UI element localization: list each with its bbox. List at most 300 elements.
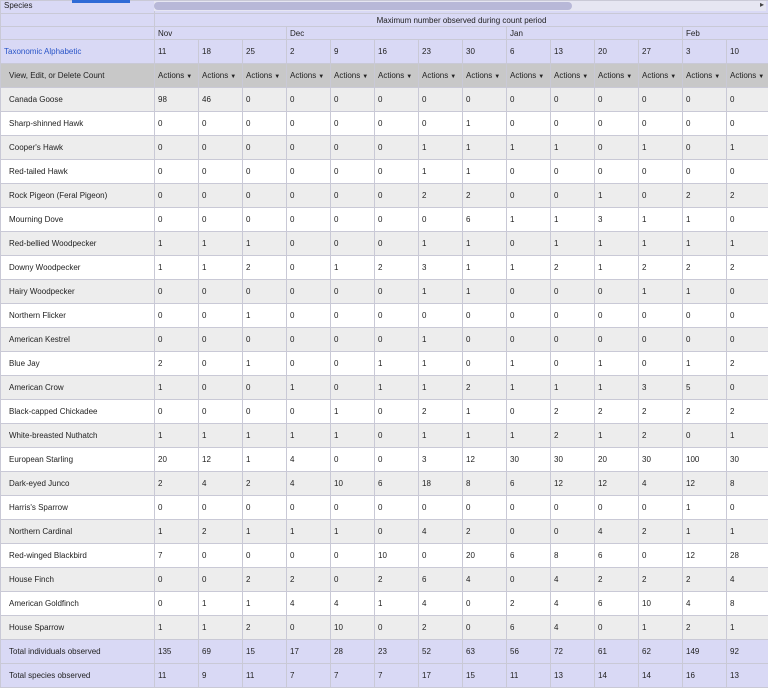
species-name: Black-capped Chickadee [1, 400, 155, 424]
count-cell: 0 [243, 280, 287, 304]
count-cell: 1 [155, 616, 199, 640]
count-cell: 2 [155, 352, 199, 376]
count-cell: 0 [199, 496, 243, 520]
actions-column-label: View, Edit, or Delete Count [1, 64, 155, 88]
count-cell: 1 [331, 256, 375, 280]
date-column-header: 9 [331, 40, 375, 64]
count-cell: 1 [683, 352, 727, 376]
count-cell: 1 [199, 232, 243, 256]
count-cell: 2 [419, 616, 463, 640]
count-cell: 10 [331, 616, 375, 640]
count-cell: 0 [727, 376, 768, 400]
caret-down-icon: ▼ [626, 74, 633, 80]
species-name: House Finch [1, 568, 155, 592]
count-cell: 0 [287, 184, 331, 208]
count-cell: 4 [551, 592, 595, 616]
count-cell: 2 [243, 256, 287, 280]
count-cell: 0 [727, 280, 768, 304]
table-row [1, 88, 768, 112]
actions-label: Actions [598, 71, 625, 80]
count-cell: 1 [375, 376, 419, 400]
caret-down-icon: ▼ [538, 74, 545, 80]
count-cell: 10 [331, 472, 375, 496]
count-cell: 0 [155, 304, 199, 328]
count-cell: 0 [507, 520, 551, 544]
count-cell: 0 [551, 520, 595, 544]
actions-label: Actions [422, 71, 449, 80]
count-cell: 0 [375, 88, 419, 112]
count-cell: 0 [463, 616, 507, 640]
caret-down-icon: ▼ [758, 74, 765, 80]
total-cell: 52 [419, 640, 463, 664]
count-cell: 2 [287, 568, 331, 592]
count-cell: 4 [419, 520, 463, 544]
count-cell: 1 [683, 280, 727, 304]
count-cell: 6 [375, 472, 419, 496]
species-name: Canada Goose [1, 88, 155, 112]
total-cell: 92 [727, 640, 768, 664]
count-period-title: Maximum number observed during count period [155, 14, 768, 27]
count-cell: 1 [463, 160, 507, 184]
count-cell: 1 [287, 376, 331, 400]
date-column-header: 6 [507, 40, 551, 64]
count-cell: 0 [331, 568, 375, 592]
table-row [1, 304, 768, 328]
count-cell: 1 [419, 328, 463, 352]
count-cell: 0 [683, 424, 727, 448]
count-cell: 0 [287, 136, 331, 160]
count-cell: 12 [595, 472, 639, 496]
count-cell: 0 [331, 184, 375, 208]
count-cell: 0 [287, 112, 331, 136]
count-cell: 8 [727, 592, 768, 616]
actions-dropdown[interactable] [419, 64, 463, 88]
count-cell: 0 [375, 520, 419, 544]
count-cell: 2 [727, 184, 768, 208]
count-cell: 1 [463, 112, 507, 136]
count-cell: 2 [683, 256, 727, 280]
count-cell: 0 [375, 304, 419, 328]
date-column-header: 25 [243, 40, 287, 64]
count-cell: 1 [419, 136, 463, 160]
count-cell: 0 [727, 496, 768, 520]
count-cell: 20 [595, 448, 639, 472]
count-cell: 1 [243, 232, 287, 256]
count-cell: 0 [287, 496, 331, 520]
total-cell: 17 [287, 640, 331, 664]
count-cell: 0 [331, 544, 375, 568]
count-cell: 0 [199, 568, 243, 592]
count-cell: 2 [551, 424, 595, 448]
total-cell: 16 [683, 664, 727, 688]
count-cell: 2 [463, 520, 507, 544]
total-cell: 62 [639, 640, 683, 664]
table-row [1, 568, 768, 592]
count-cell: 0 [199, 160, 243, 184]
count-cell: 1 [243, 592, 287, 616]
count-cell: 0 [331, 136, 375, 160]
count-cell: 2 [375, 568, 419, 592]
count-cell: 1 [419, 376, 463, 400]
total-cell: 17 [419, 664, 463, 688]
actions-label: Actions [554, 71, 581, 80]
count-cell: 1 [331, 424, 375, 448]
count-cell: 0 [287, 208, 331, 232]
caret-down-icon: ▼ [230, 74, 237, 80]
count-cell: 1 [683, 520, 727, 544]
count-cell: 1 [507, 208, 551, 232]
count-cell: 1 [155, 424, 199, 448]
count-cell: 1 [331, 400, 375, 424]
actions-dropdown[interactable] [595, 64, 639, 88]
table-row [1, 616, 768, 640]
count-cell: 0 [463, 592, 507, 616]
count-cell: 0 [199, 304, 243, 328]
count-cell: 0 [683, 304, 727, 328]
count-cell: 1 [639, 136, 683, 160]
count-cell: 4 [199, 472, 243, 496]
species-name: Red-tailed Hawk [1, 160, 155, 184]
count-cell: 3 [639, 376, 683, 400]
actions-label: Actions [642, 71, 669, 80]
count-cell: 20 [463, 544, 507, 568]
count-cell: 0 [507, 400, 551, 424]
count-cell: 2 [727, 352, 768, 376]
species-name: Cooper's Hawk [1, 136, 155, 160]
total-cell: 11 [507, 664, 551, 688]
table-row [1, 496, 768, 520]
count-cell: 0 [375, 424, 419, 448]
count-cell: 0 [243, 112, 287, 136]
count-cell: 4 [551, 568, 595, 592]
actions-label: Actions [686, 71, 713, 80]
count-cell: 100 [683, 448, 727, 472]
count-cell: 0 [727, 328, 768, 352]
count-cell: 0 [419, 208, 463, 232]
count-cell: 0 [243, 136, 287, 160]
count-cell: 1 [243, 520, 287, 544]
scroll-right-arrow-icon[interactable]: ▸ [759, 0, 764, 9]
count-cell: 1 [199, 424, 243, 448]
count-cell: 46 [199, 88, 243, 112]
total-cell: 23 [375, 640, 419, 664]
count-cell: 0 [287, 88, 331, 112]
count-cell: 0 [595, 136, 639, 160]
actions-label: Actions [202, 71, 229, 80]
actions-dropdown[interactable] [375, 64, 419, 88]
taxonomic-sort-link[interactable]: Taxonomic Alphabetic [1, 40, 155, 64]
count-cell: 0 [639, 304, 683, 328]
actions-label: Actions [378, 71, 405, 80]
count-cell: 3 [419, 448, 463, 472]
count-cell: 0 [243, 160, 287, 184]
count-cell: 0 [683, 160, 727, 184]
count-cell: 1 [507, 136, 551, 160]
count-cell: 2 [375, 256, 419, 280]
actions-dropdown[interactable] [199, 64, 243, 88]
count-cell: 0 [463, 88, 507, 112]
count-cell: 8 [727, 472, 768, 496]
actions-dropdown[interactable] [331, 64, 375, 88]
count-cell: 0 [375, 400, 419, 424]
count-cell: 0 [199, 184, 243, 208]
count-cell: 1 [287, 424, 331, 448]
table-row [1, 208, 768, 232]
count-cell: 1 [551, 208, 595, 232]
count-cell: 0 [639, 328, 683, 352]
count-cell: 0 [287, 256, 331, 280]
count-cell: 0 [155, 184, 199, 208]
horizontal-scrollbar[interactable] [154, 1, 766, 11]
count-cell: 4 [287, 472, 331, 496]
count-cell: 0 [375, 208, 419, 232]
species-name: White-breasted Nuthatch [1, 424, 155, 448]
total-cell: 7 [287, 664, 331, 688]
actions-dropdown[interactable] [683, 64, 727, 88]
count-cell: 2 [463, 376, 507, 400]
table-row [1, 136, 768, 160]
table-row [1, 400, 768, 424]
table-row [1, 592, 768, 616]
count-cell: 0 [551, 184, 595, 208]
species-header: Species [1, 1, 155, 14]
count-cell: 0 [331, 352, 375, 376]
count-cell: 3 [595, 208, 639, 232]
count-cell: 6 [595, 544, 639, 568]
species-name: American Kestrel [1, 328, 155, 352]
count-cell: 0 [683, 136, 727, 160]
count-cell: 1 [639, 616, 683, 640]
count-cell: 0 [331, 280, 375, 304]
species-name: American Goldfinch [1, 592, 155, 616]
species-name: Northern Flicker [1, 304, 155, 328]
count-cell: 0 [507, 184, 551, 208]
count-cell: 1 [243, 352, 287, 376]
count-cell: 0 [551, 112, 595, 136]
count-cell: 0 [331, 496, 375, 520]
count-cell: 8 [551, 544, 595, 568]
count-cell: 1 [155, 520, 199, 544]
count-cell: 2 [551, 256, 595, 280]
count-cell: 1 [155, 376, 199, 400]
date-column-header: 10 [727, 40, 768, 64]
count-cell: 2 [727, 400, 768, 424]
count-cell: 0 [375, 496, 419, 520]
date-column-header: 2 [287, 40, 331, 64]
count-cell: 0 [683, 112, 727, 136]
count-cell: 1 [155, 256, 199, 280]
count-cell: 12 [551, 472, 595, 496]
count-cell: 0 [331, 232, 375, 256]
actions-dropdown[interactable] [155, 64, 199, 88]
count-cell: 4 [595, 520, 639, 544]
table-row [1, 328, 768, 352]
total-cell: 14 [595, 664, 639, 688]
count-cell: 0 [595, 160, 639, 184]
count-cell: 0 [463, 304, 507, 328]
actions-dropdown[interactable] [287, 64, 331, 88]
count-cell: 0 [595, 328, 639, 352]
count-cell: 0 [331, 160, 375, 184]
count-cell: 0 [199, 376, 243, 400]
table-row [1, 424, 768, 448]
count-cell: 0 [375, 136, 419, 160]
count-cell: 1 [507, 424, 551, 448]
caret-down-icon: ▼ [450, 74, 457, 80]
species-name: American Crow [1, 376, 155, 400]
count-cell: 0 [199, 280, 243, 304]
actions-label: Actions [510, 71, 537, 80]
count-cell: 1 [551, 232, 595, 256]
table-row [1, 376, 768, 400]
species-name: Harris's Sparrow [1, 496, 155, 520]
count-cell: 0 [199, 544, 243, 568]
count-cell: 0 [243, 88, 287, 112]
count-cell: 4 [287, 448, 331, 472]
count-cell: 0 [331, 112, 375, 136]
count-cell: 6 [595, 592, 639, 616]
count-cell: 2 [639, 424, 683, 448]
count-cell: 0 [551, 496, 595, 520]
count-cell: 0 [331, 304, 375, 328]
species-name: Dark-eyed Junco [1, 472, 155, 496]
count-cell: 0 [595, 496, 639, 520]
count-cell: 2 [727, 256, 768, 280]
count-cell: 1 [551, 376, 595, 400]
count-cell: 0 [551, 352, 595, 376]
count-cell: 0 [507, 328, 551, 352]
count-cell: 6 [507, 616, 551, 640]
count-cell: 1 [375, 592, 419, 616]
total-cell: 135 [155, 640, 199, 664]
count-cell: 2 [507, 592, 551, 616]
count-cell: 1 [199, 592, 243, 616]
count-cell: 2 [639, 568, 683, 592]
count-cell: 0 [243, 184, 287, 208]
count-cell: 1 [199, 256, 243, 280]
count-cell: 6 [463, 208, 507, 232]
count-cell: 1 [639, 208, 683, 232]
count-cell: 2 [683, 184, 727, 208]
count-cell: 0 [199, 328, 243, 352]
table-row [1, 160, 768, 184]
species-name: Northern Cardinal [1, 520, 155, 544]
table-row [1, 520, 768, 544]
count-cell: 4 [683, 592, 727, 616]
count-cell: 0 [551, 280, 595, 304]
count-cell: 0 [639, 88, 683, 112]
table-row [1, 472, 768, 496]
count-cell: 0 [331, 88, 375, 112]
date-column-header: 11 [155, 40, 199, 64]
count-cell: 6 [507, 472, 551, 496]
count-cell: 4 [331, 592, 375, 616]
actions-dropdown[interactable] [551, 64, 595, 88]
totals-label: Total species observed [1, 664, 155, 688]
actions-dropdown[interactable] [507, 64, 551, 88]
date-column-header: 30 [463, 40, 507, 64]
count-cell: 8 [463, 472, 507, 496]
species-name: House Sparrow [1, 616, 155, 640]
count-cell: 0 [199, 208, 243, 232]
actions-dropdown[interactable] [463, 64, 507, 88]
month-label: Jan [507, 27, 683, 40]
table-row [1, 544, 768, 568]
totals-row [1, 640, 768, 664]
count-cell: 0 [595, 88, 639, 112]
count-cell: 0 [331, 376, 375, 400]
count-cell: 1 [243, 304, 287, 328]
count-cell: 0 [595, 112, 639, 136]
count-cell: 0 [727, 112, 768, 136]
count-cell: 2 [243, 472, 287, 496]
count-cell: 1 [463, 256, 507, 280]
count-cell: 1 [683, 496, 727, 520]
count-cell: 0 [507, 280, 551, 304]
count-cell: 0 [551, 328, 595, 352]
count-cell: 1 [507, 352, 551, 376]
count-cell: 0 [287, 232, 331, 256]
count-cell: 1 [375, 352, 419, 376]
total-cell: 13 [727, 664, 768, 688]
count-cell: 0 [155, 568, 199, 592]
count-cell: 4 [551, 616, 595, 640]
count-cell: 0 [375, 112, 419, 136]
count-cell: 2 [155, 472, 199, 496]
count-cell: 1 [595, 184, 639, 208]
count-cell: 1 [463, 232, 507, 256]
total-cell: 28 [331, 640, 375, 664]
total-cell: 15 [463, 664, 507, 688]
count-cell: 4 [639, 472, 683, 496]
count-cell: 0 [727, 88, 768, 112]
count-cell: 1 [419, 424, 463, 448]
species-name: Rock Pigeon (Feral Pigeon) [1, 184, 155, 208]
count-cell: 0 [287, 544, 331, 568]
count-cell: 1 [463, 280, 507, 304]
count-cell: 0 [419, 112, 463, 136]
count-cell: 0 [551, 304, 595, 328]
actions-dropdown[interactable] [243, 64, 287, 88]
count-cell: 12 [683, 544, 727, 568]
count-cell: 1 [243, 448, 287, 472]
count-cell: 0 [463, 328, 507, 352]
species-name: Mourning Dove [1, 208, 155, 232]
count-cell: 0 [287, 160, 331, 184]
count-cell: 2 [639, 256, 683, 280]
actions-dropdown[interactable] [727, 64, 768, 88]
caret-down-icon: ▼ [406, 74, 413, 80]
caret-down-icon: ▼ [274, 74, 281, 80]
count-cell: 0 [507, 496, 551, 520]
scrollbar-thumb[interactable] [154, 2, 572, 10]
count-cell: 18 [419, 472, 463, 496]
count-cell: 1 [595, 256, 639, 280]
count-cell: 0 [199, 136, 243, 160]
count-cell: 0 [155, 328, 199, 352]
count-cell: 0 [727, 160, 768, 184]
count-cell: 1 [727, 520, 768, 544]
count-cell: 7 [155, 544, 199, 568]
count-cell: 0 [595, 304, 639, 328]
total-cell: 149 [683, 640, 727, 664]
count-cell: 0 [375, 616, 419, 640]
actions-dropdown[interactable] [639, 64, 683, 88]
count-cell: 1 [595, 232, 639, 256]
count-cell: 2 [463, 184, 507, 208]
count-cell: 1 [639, 232, 683, 256]
count-cell: 4 [463, 568, 507, 592]
